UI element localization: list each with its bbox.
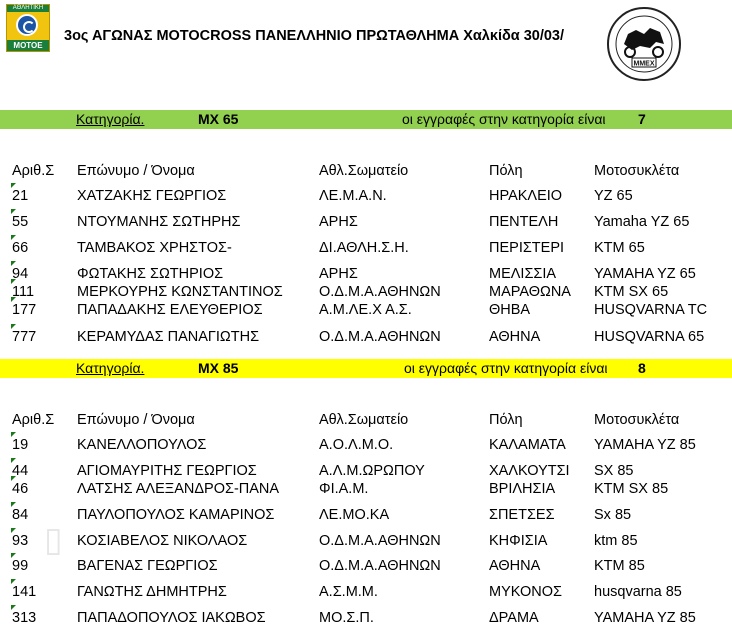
column-header: Αθλ.Σωματείο (319, 412, 409, 428)
column-header: Αριθ.Σ (12, 163, 55, 179)
club: ΛΕ.Μ.Α.Ν. (319, 188, 387, 204)
race-number: 99 (12, 558, 29, 574)
logo-emblem-icon (16, 14, 38, 36)
rider-name: ΧΑΤΖΑΚΗΣ ΓΕΩΡΓΙΟΣ (77, 188, 227, 204)
logo-bottom-text: MOTOE (7, 40, 49, 51)
city: ΠΕΡΙΣΤΕΡΙ (489, 240, 565, 256)
page-title: 3ος ΑΓΩΝΑΣ MOTOCROSS ΠΑΝΕΛΛΗΝΙΟ ΠΡΩΤΑΘΛΗΜΑ Χαλκίδα 30/03/ (64, 28, 565, 44)
club: Ο.Δ.Μ.Α.ΑΘΗΝΩΝ (319, 329, 441, 345)
race-number: 21 (12, 188, 29, 204)
city: ΚΑΛΑΜΑΤΑ (489, 437, 566, 453)
club: ΑΡΗΣ (319, 214, 358, 230)
race-number: 111 (12, 284, 35, 300)
race-number: 46 (12, 481, 29, 497)
rider-name: ΤΑΜΒΑΚΟΣ ΧΡΗΣΤΟΣ- (77, 240, 232, 256)
club: Α.Σ.Μ.Μ. (319, 584, 378, 600)
city: ΔΡΑΜΑ (489, 610, 539, 626)
club: ΜΟ.Σ.Π. (319, 610, 374, 626)
race-number: 177 (12, 302, 37, 318)
race-number: 84 (12, 507, 29, 523)
column-header: Αθλ.Σωματείο (319, 163, 409, 179)
category-name: MX 65 (198, 111, 239, 127)
motorcycle: husqvarna 85 (594, 584, 682, 600)
rider-name: ΒΑΓΕΝΑΣ ΓΕΩΡΓΙΟΣ (77, 558, 218, 574)
count-label: οι εγγραφές στην κατηγορία είναι (402, 111, 606, 127)
count-value: 8 (638, 360, 646, 376)
city: ΜΥΚΟΝΟΣ (489, 584, 562, 600)
column-header: Επώνυμο / Όνομα (77, 412, 195, 428)
club: Ο.Δ.Μ.Α.ΑΘΗΝΩΝ (319, 558, 441, 574)
club: Α.Ο.Λ.Μ.Ο. (319, 437, 394, 453)
seal-text: ΜΜΕΧ (633, 60, 655, 68)
city: ΚΗΦΙΣΙΑ (489, 533, 548, 549)
city: ΜΕΛΙΣΣΙΑ (489, 266, 557, 282)
race-number: 55 (12, 214, 29, 230)
club: Ο.Δ.Μ.Α.ΑΘΗΝΩΝ (319, 533, 441, 549)
rider-name: ΛΑΤΣΗΣ ΑΛΕΞΑΝΔΡΟΣ-ΠΑΝΑ (77, 481, 280, 497)
rider-name: ΚΕΡΑΜΥΔΑΣ ΠΑΝΑΓΙΩΤΗΣ (77, 329, 260, 345)
rider-name: ΠΑΠΑΔΟΠΟΥΛΟΣ ΙΑΚΩΒΟΣ (77, 610, 266, 626)
club: Ο.Δ.Μ.Α.ΑΘΗΝΩΝ (319, 284, 441, 300)
race-number: 44 (12, 463, 29, 479)
city: ΑΘΗΝΑ (489, 558, 541, 574)
motorcycle: YAMAHA YZ 85 (594, 610, 696, 626)
column-header: Πόλη (489, 163, 523, 179)
motorcycle: Yamaha YZ 65 (594, 214, 690, 230)
city: ΧΑΛΚΟΥΤΣΙ (489, 463, 570, 479)
rider-name: ΚΟΣΙΑΒΕΛΟΣ ΝΙΚΟΛΑΟΣ (77, 533, 248, 549)
motorcycle: KTM 65 (594, 240, 645, 256)
column-header: Επώνυμο / Όνομα (77, 163, 195, 179)
column-header: Αριθ.Σ (12, 412, 55, 428)
motorcycle: Sx 85 (594, 507, 632, 523)
club: Α.Λ.Μ.ΩΡΩΠΟΥ (319, 463, 425, 479)
motorcycle: HUSQVARNA 65 (594, 329, 705, 345)
club: ΔΙ.ΑΘΛΗ.Σ.Η. (319, 240, 409, 256)
club: ΦΙ.Α.Μ. (319, 481, 369, 497)
rider-name: ΓΑΝΩΤΗΣ ΔΗΜΗΤΡΗΣ (77, 584, 227, 600)
city: ΠΕΝΤΕΛΗ (489, 214, 559, 230)
race-number: 19 (12, 437, 29, 453)
rider-name: ΦΩΤΑΚΗΣ ΣΩΤΗΡΙΟΣ (77, 266, 224, 282)
club-seal-icon (606, 4, 682, 86)
motorcycle: YZ 65 (594, 188, 633, 204)
rider-name: ΠΑΠΑΔΑΚΗΣ ΕΛΕΥΘΕΡΙΟΣ (77, 302, 263, 318)
motorcycle: SX 85 (594, 463, 634, 479)
column-header: Μοτοσυκλέτα (594, 163, 680, 179)
motorcycle: YAMAHA YZ 65 (594, 266, 696, 282)
race-number: 93 (12, 533, 29, 549)
rider-name: ΝΤΟΥΜΑΝΗΣ ΣΩΤΗΡΗΣ (77, 214, 241, 230)
club: ΛΕ.ΜΟ.ΚΑ (319, 507, 390, 523)
column-header: Πόλη (489, 412, 523, 428)
category-name: MX 85 (198, 360, 239, 376)
city: ΜΑΡΑΘΩΝΑ (489, 284, 571, 300)
motorcycle: KTM SX 65 (594, 284, 669, 300)
race-number: 777 (12, 329, 37, 345)
city: ΘΗΒΑ (489, 302, 531, 318)
race-number: 66 (12, 240, 29, 256)
motorcycle: HUSQVARNA TC (594, 302, 708, 318)
city: ΑΘΗΝΑ (489, 329, 541, 345)
category-label: Κατηγορία. (76, 360, 145, 376)
federation-logo (6, 4, 50, 52)
club-seal-logo (606, 4, 682, 86)
logo-top-text: ΑΘΛΗΤΙΚΗ (7, 5, 49, 12)
race-number: 94 (12, 266, 29, 282)
club: ΑΡΗΣ (319, 266, 358, 282)
count-label: οι εγγραφές στην κατηγορία είναι (404, 360, 608, 376)
city: ΣΠΕΤΣΕΣ (489, 507, 555, 523)
motorcycle: KTM 85 (594, 558, 645, 574)
category-label: Κατηγορία. (76, 111, 145, 127)
column-header: Μοτοσυκλέτα (594, 412, 680, 428)
race-number: 313 (12, 610, 37, 626)
rider-name: ΠΑΥΛΟΠΟΥΛΟΣ ΚΑΜΑΡΙΝΟΣ (77, 507, 275, 523)
rider-name: ΜΕΡΚΟΥΡΗΣ ΚΩΝΣΤΑΝΤΙΝΟΣ (77, 284, 283, 300)
city: ΒΡΙΛΗΣΙΑ (489, 481, 556, 497)
motorcycle: YAMAHA YZ 85 (594, 437, 696, 453)
rider-name: ΚΑΝΕΛΛΟΠΟΥΛΟΣ (77, 437, 207, 453)
city: ΗΡΑΚΛΕΙΟ (489, 188, 563, 204)
rider-name: ΑΓΙΟΜΑΥΡΙΤΗΣ ΓΕΩΡΓΙΟΣ (77, 463, 257, 479)
motorcycle: KTM SX 85 (594, 481, 669, 497)
club: Α.Μ.ΛΕ.Χ Α.Σ. (319, 302, 412, 318)
motorcycle: ktm 85 (594, 533, 638, 549)
race-number: 141 (12, 584, 37, 600)
watermark-logo: ▯ (44, 521, 63, 559)
count-value: 7 (638, 111, 646, 127)
